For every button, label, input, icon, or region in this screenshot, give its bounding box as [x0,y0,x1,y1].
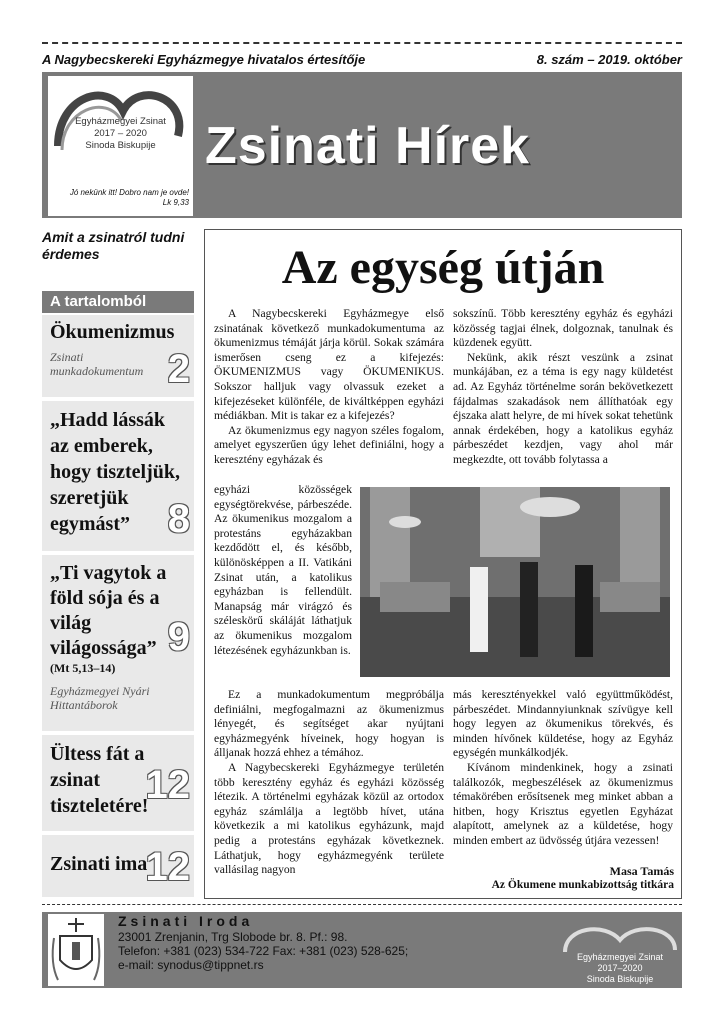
paragraph: más keresztényekkel való együttműködést, párbeszédet. Mindannyiunknak szívügye kell hogy legyen az ökumenikus törekvés, és minden hívőnek küldetése, hogy az Egyház egységén munkálkodjék. [453,688,673,760]
newsletter-title: Zsinati Hírek [205,117,531,175]
paragraph: A Nagybecskereki Egyházmegye első zsinatának következő munkadokumentuma az ökumenizmus témáját járja körül. Sokak számára ismerősen cseng ez a kifejezés: ÖKUMENIZMUS vagy ÖKUMENIKUS. Sokszor halljuk vagy olvassuk ezeket a kifejezéseket különféle, de kiváltképpen egyházi médiákban. Mit is takar ez a kifejezés? [214,307,444,423]
paragraph: Nekünk, akik részt veszünk a zsinat munkájában, ez a téma is egy nagy küldetést ad. Az Egyház történelme során bekövetkezett fájdalmas szakadások nem állíthatóak egy éjszaka alatt helyre, de mi hívek sokat tehetünk annak érdekében, hogy a katolikus egyház párbeszédet kezdjen, vagy ahol már megkezdte, ott tovább folytassa a [453,350,673,466]
toc-page-number: 8 [167,497,190,541]
footer-logo-line-3: Sinoda Biskupije [586,974,654,984]
toc-heading: A tartalomból [42,291,194,313]
paragraph: A Nagybecskereki Egyházmegye területén több keresztény egyház és egyházi közösség létezik. A történelmi egyházak közül az ortodox egyház számlálja a legtöbb hívet, utána következik a mi katolikus egyházunk, majd pedig a protestáns egyházak következnek. Láthatjuk, hogy egyházmegyénk területe vallásilag nagyon [214,760,444,877]
office-address: 23001 Zrenjanin, Trg Slobode br. 8. Pf.: 98. [118,930,348,944]
article-author: Masa Tamás [609,864,674,878]
logo-line-2: 2017 – 2020 [94,128,147,139]
toc-page-number: 9 [167,615,190,659]
paragraph: Kívánom mindenkinek, hogy a zsinati találkozók, megbeszélések az ökumenizmus témakörében erősítsenek meg minket abban a hitben, hogy Krisztus egyetlen Egyházat alapított, amelynek az a küldetése, hogy minden embert az üdvösség útjára vezessen! [453,760,673,847]
toc-item-title: „Ti vagytok a föld sója és a világ világossága” [50,562,167,659]
toc-page-number: 12 [145,845,190,889]
footer-contact [118,914,408,972]
paragraph: egyházi közösségek egységtörekvése, párbeszéde. Az ökumenikus mozgalom a protestáns egyházakban kezdődött el, és később, különösképpen a II. Vatikáni Zsinat után, a katolikus egyházban is fellendült. Manapság már virágzó és széleskörű skáláját láthatjuk az ökumenikus mozgalom létezésének egyházunkban is. [214,483,352,657]
heart-logo-icon [560,922,680,952]
office-name: Zsinati Iroda [118,913,254,929]
article-col-right-top [453,307,673,468]
toc-item-synod-prayer[interactable] [42,835,194,899]
article-photo [360,487,670,677]
paragraph: Az ökumenizmus egy nagyon széles fogalom, amelyet egyszerűen úgy lehet definiálni, hogy a keresztény egyházak és [214,423,444,466]
paragraph: sokszínű. Több keresztény egyház és egyházi közösség tagjai élnek, dolgoznak, tanulnak és küzdenek együtt. [453,307,673,350]
toc-item-subtitle: Zsinati munkadokumentum [50,350,144,378]
office-email[interactable]: e-mail: synodus@tippnet.rs [118,958,264,972]
toc-item-title: Zsinati ima [50,853,148,875]
paragraph: Ez a munkadokumentum megpróbálja definiálni, megfogalmazni az ökumenizmus lényegét, és segítséget akar nyújtani egyházmegyénk híveinek, hogy hogyan is álljanak hozzá ehhez a témához. [214,688,444,760]
article-title: Az egység útján [281,241,605,294]
logo-line-1: Egyházmegyei Zsinat [75,116,166,127]
toc-item-subtitle: Egyházmegyei Nyári Hittantáborok [50,684,150,712]
toc-item-title: Ökumenizmus [50,321,175,343]
toc-item-respect[interactable] [42,401,194,553]
logo-line-3: Sinoda Biskupije [85,140,156,151]
top-divider [42,42,682,44]
article-col-left-top [214,307,444,468]
toc-page-number: 12 [145,763,190,807]
footer-divider [42,904,682,905]
issue-label: 8. szám – 2019. október [536,52,682,67]
toc-item-title: Ültess fát a zsinat tiszteletére! [50,743,149,817]
toc-item-title: „Hadd lássák az emberek, hogy tiszteljük, szeretjük egymást” [50,409,180,535]
article-col-left-bottom [214,688,444,878]
toc-item-plant-tree[interactable] [42,735,194,833]
article-col-right-bottom [453,688,673,849]
footer-logo-line-1: Egyházmegyei Zsinat [576,952,664,962]
synod-logo [48,76,193,216]
office-phone: Telefon: +381 (023) 534-722 Fax: +381 (023) 528-625; [118,944,409,958]
newsletter-subtitle: A Nagybecskereki Egyházmegye hivatalos értesítője [42,52,366,67]
article-author-role: Az Ökumene munkabizottság titkára [491,879,674,891]
toc-item-salt-of-earth[interactable] [42,555,194,733]
toc-item-ecumenism[interactable] [42,315,194,399]
coat-of-arms-icon [48,914,104,986]
footer-synod-logo [560,922,680,984]
footer-logo-line-2: 2017–2020 [597,963,643,973]
toc-page-number: 2 [167,347,190,391]
diocese-crest [48,914,104,986]
toc-item-ref: (Mt 5,13–14) [50,661,116,675]
church-photo-illustration [360,487,670,677]
article-col-left-narrow [214,483,352,658]
motto: Jó nekünk itt! Dobro nam je ovde! [69,188,189,197]
sidebar-intro: Amit a zsinatról tudni érdemes [42,229,185,262]
motto-reference: Lk 9,33 [162,198,189,207]
